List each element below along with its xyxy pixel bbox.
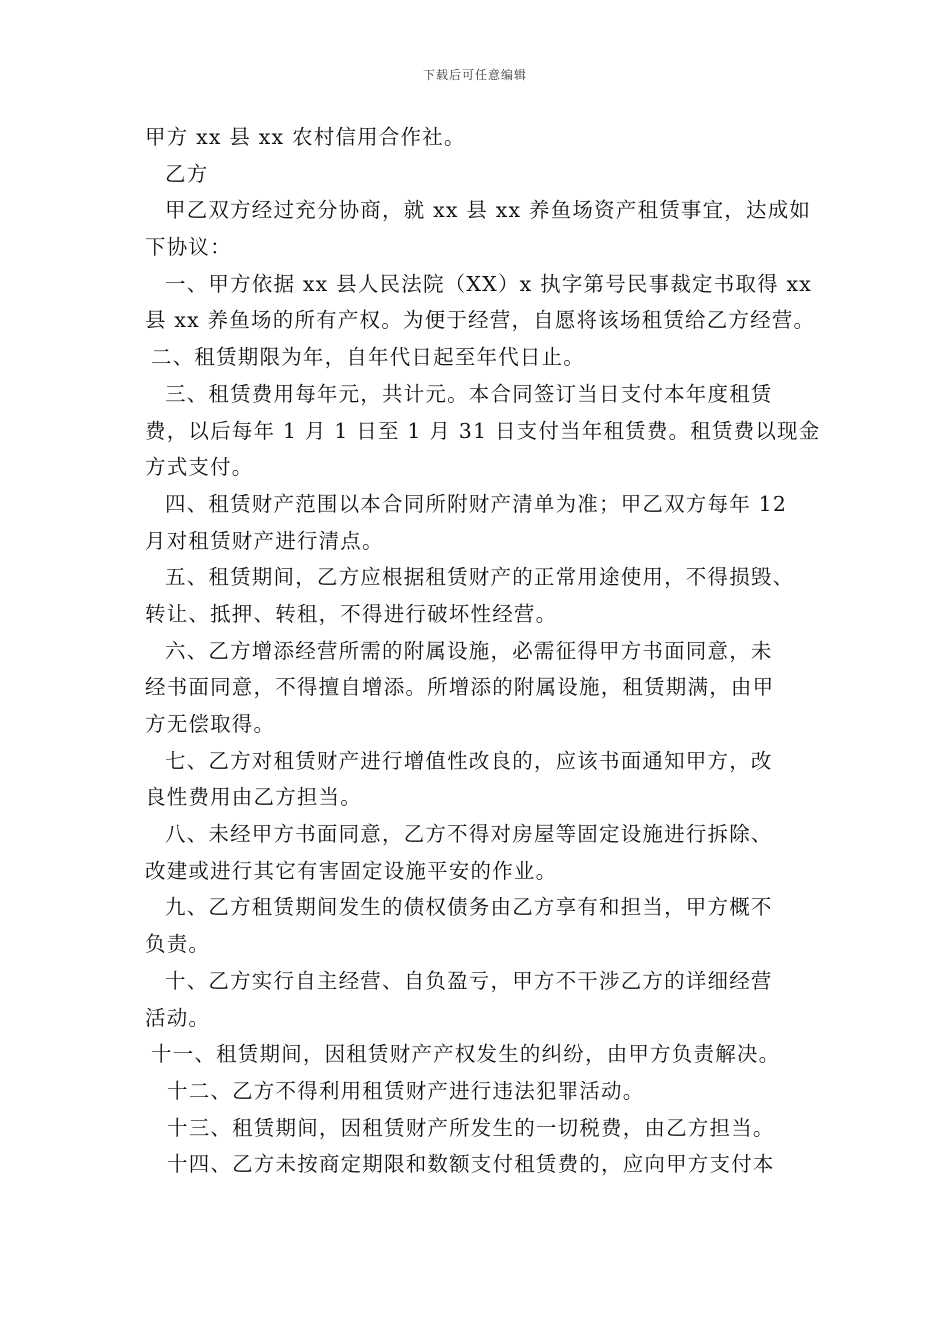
- clause-line: 七、乙方对租赁财产进行增值性改良的，应该书面通知甲方，改: [165, 748, 773, 773]
- document-body: [145, 119, 825, 1183]
- clause-line: 良性费用由乙方担当。: [145, 785, 362, 810]
- clause-line: 县 xx 养鱼场的所有产权。为便于经营，自愿将该场租赁给乙方经营。: [145, 308, 816, 333]
- clause-line: 二、租赁期限为年，自年代日起至年代日止。: [151, 345, 585, 370]
- preamble-line: 甲乙双方经过充分协商，就 xx 县 xx 养鱼场资产租赁事宜，达成如: [165, 198, 812, 223]
- clause-line: 负责。: [145, 932, 211, 957]
- clause-line: 改建或进行其它有害固定设施平安的作业。: [145, 858, 558, 883]
- clause-line: 活动。: [145, 1005, 211, 1030]
- preamble-line: 下协议：: [145, 235, 232, 260]
- clause-line: 十四、乙方未按商定期限和数额支付租赁费的，应向甲方支付本: [167, 1152, 775, 1177]
- clause-line: 八、未经甲方书面同意，乙方不得对房屋等固定设施进行拆除、: [165, 822, 773, 847]
- clause-line: 十一、租赁期间，因租赁财产产权发生的纠纷，由甲方负责解决。: [151, 1042, 781, 1067]
- clause-line: 十三、租赁期间，因租赁财产所发生的一切税费，由乙方担当。: [167, 1115, 775, 1140]
- clause-line: 经书面同意，不得擅自增添。所增添的附属设施，租赁期满，由甲: [145, 675, 775, 700]
- clause-line: 四、租赁财产范围以本合同所附财产清单为准；甲乙双方每年 12: [165, 491, 788, 516]
- clause-line: 方式支付。: [145, 455, 254, 480]
- party-a-line: 甲方 xx 县 xx 农村信用合作社。: [145, 125, 466, 149]
- clause-line: 十、乙方实行自主经营、自负盈亏，甲方不干涉乙方的详细经营: [165, 968, 773, 993]
- clause-line: 方无偿取得。: [145, 712, 276, 736]
- party-b-line: 乙方: [165, 161, 209, 186]
- clause-line: 费，以后每年 1 月 1 日至 1 月 31 日支付当年租赁费。租赁费以现金: [145, 418, 821, 443]
- clause-line: 月对租赁财产进行清点。: [145, 528, 384, 553]
- header-note: 下载后可任意编辑: [422, 68, 527, 82]
- clause-line: 五、租赁期间，乙方应根据租赁财产的正常用途使用，不得损毁、: [165, 565, 795, 590]
- clause-line: 十二、乙方不得利用租赁财产进行违法犯罪活动。: [167, 1078, 645, 1103]
- clause-line: 三、租赁费用每年元，共计元。本合同签订当日支付本年度租赁: [165, 381, 773, 406]
- clause-line: 九、乙方租赁期间发生的债权债务由乙方享有和担当，甲方概不: [165, 895, 773, 920]
- clause-line: 转让、抵押、转租，不得进行破坏性经营。: [145, 601, 558, 626]
- clause-line: 一、甲方依据 xx 县人民法院（XX）x 执字第号民事裁定书取得 xx: [165, 271, 813, 296]
- clause-line: 六、乙方增添经营所需的附属设施，必需征得甲方书面同意，未: [165, 638, 773, 663]
